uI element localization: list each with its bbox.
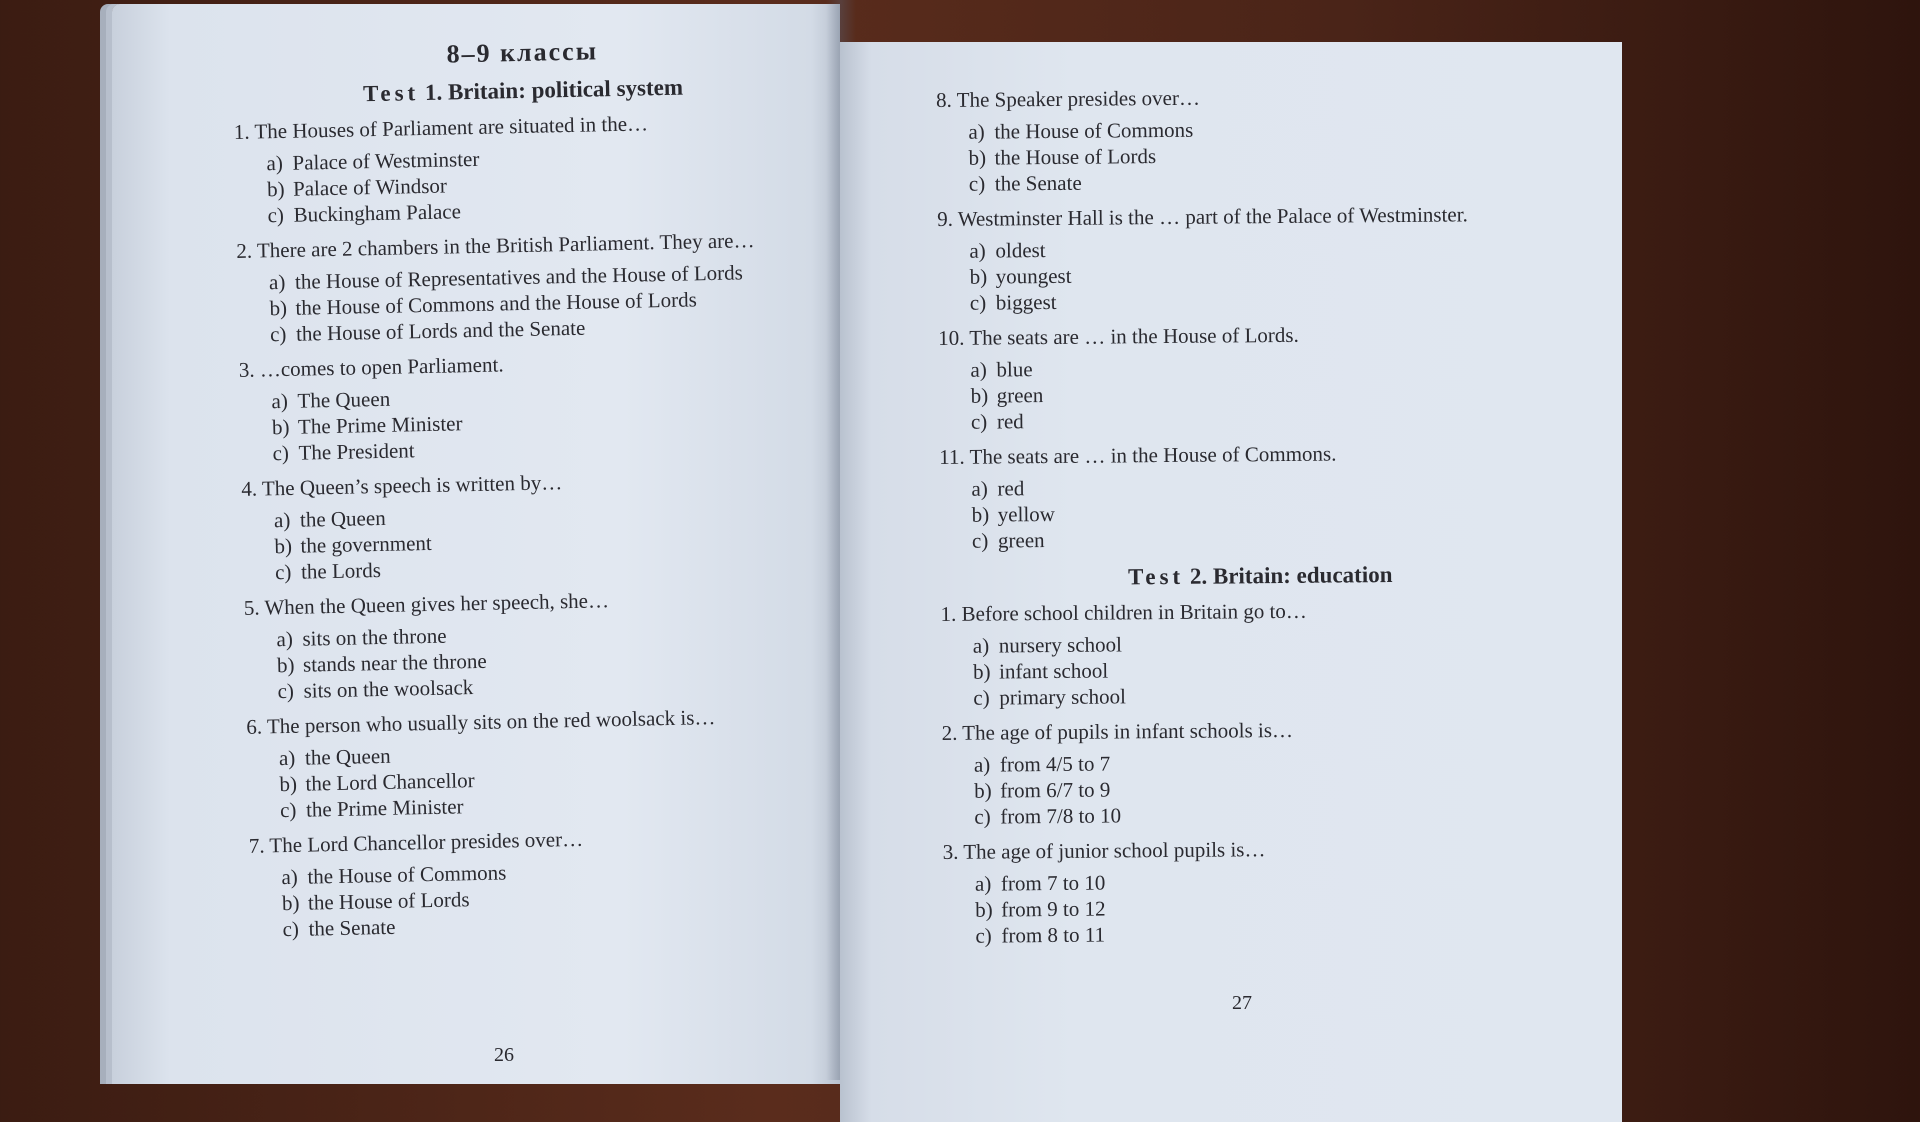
test1-continued-questions bbox=[936, 82, 1580, 554]
option-text: oldest bbox=[995, 238, 1046, 263]
test2-title: 2. Britain: education bbox=[1189, 562, 1393, 589]
option-list bbox=[941, 627, 1582, 711]
option-text: Palace of Windsor bbox=[292, 173, 448, 201]
option-text: from 7 to 10 bbox=[1000, 870, 1106, 896]
option-text: The President bbox=[298, 438, 415, 465]
option-item bbox=[969, 165, 1577, 196]
option-list bbox=[247, 734, 829, 824]
question-text: 3. …comes to open Parliament. bbox=[238, 352, 504, 382]
question-text: 5. When the Queen gives her speech, she… bbox=[243, 588, 610, 620]
option-letter: b) bbox=[975, 897, 993, 922]
option-letter: c) bbox=[267, 202, 285, 228]
question bbox=[940, 596, 1581, 711]
option-letter: a) bbox=[972, 633, 990, 658]
question-text: 9. Westminster Hall is the … part of the Palace of Westminster. bbox=[937, 202, 1468, 231]
option-letter: b) bbox=[271, 414, 290, 440]
test1-title: 1. Britain: political system bbox=[424, 74, 684, 105]
option-list bbox=[244, 615, 826, 705]
question bbox=[937, 201, 1578, 316]
option-item bbox=[975, 917, 1583, 948]
option-item bbox=[973, 679, 1581, 710]
option-text: red bbox=[996, 409, 1024, 434]
option-text: The Queen bbox=[297, 386, 391, 413]
option-text: blue bbox=[996, 357, 1033, 382]
page-number: 26 bbox=[494, 1044, 514, 1066]
option-text: yellow bbox=[997, 501, 1055, 527]
left-page bbox=[112, 4, 840, 1084]
option-letter: b) bbox=[972, 659, 991, 684]
question-text: 3. The age of junior school pupils is… bbox=[942, 837, 1266, 864]
question-text: 10. The seats are … in the House of Lords. bbox=[938, 322, 1299, 350]
test2-heading bbox=[940, 560, 1580, 592]
option-text: primary school bbox=[999, 684, 1126, 710]
question bbox=[244, 584, 826, 705]
option-text: the government bbox=[300, 530, 432, 558]
option-text: from 9 to 12 bbox=[1001, 896, 1106, 922]
option-letter: a) bbox=[969, 238, 986, 263]
option-text: infant school bbox=[998, 658, 1109, 684]
option-letter: c) bbox=[272, 440, 290, 466]
option-letter: a) bbox=[968, 119, 985, 144]
option-text: green bbox=[996, 383, 1044, 408]
option-letter: b) bbox=[281, 890, 300, 916]
option-text: Buckingham Palace bbox=[293, 199, 462, 227]
option-item bbox=[971, 403, 1579, 434]
option-letter: b) bbox=[971, 502, 990, 527]
option-letter: b) bbox=[266, 176, 285, 202]
option-letter: a) bbox=[973, 752, 991, 777]
question-text: 4. The Queen’s speech is written by… bbox=[241, 470, 563, 501]
option-item bbox=[974, 798, 1582, 829]
option-list bbox=[242, 496, 824, 586]
option-letter: a) bbox=[268, 269, 286, 295]
option-letter: c) bbox=[279, 797, 297, 823]
test2-section bbox=[940, 560, 1583, 949]
option-list bbox=[939, 470, 1580, 554]
option-text: sits on the throne bbox=[302, 623, 447, 651]
question bbox=[942, 715, 1583, 830]
test1-heading bbox=[233, 72, 813, 110]
option-letter: c) bbox=[274, 559, 292, 585]
right-page-content bbox=[936, 82, 1584, 959]
option-letter: a) bbox=[970, 357, 987, 382]
question bbox=[241, 465, 823, 586]
option-letter: a) bbox=[271, 388, 289, 414]
option-letter: c) bbox=[968, 171, 986, 196]
option-letter: a) bbox=[974, 871, 992, 896]
question bbox=[943, 834, 1584, 949]
option-letter: c) bbox=[269, 321, 287, 347]
option-letter: c) bbox=[277, 678, 295, 704]
option-letter: c) bbox=[282, 916, 300, 942]
option-letter: c) bbox=[971, 528, 989, 553]
option-text: from 8 to 11 bbox=[1001, 922, 1106, 948]
option-text: the House of Commons and the House of Lords bbox=[295, 287, 697, 320]
question-text: 2. The age of pupils in infant schools is… bbox=[941, 717, 1294, 745]
question-text: 6. The person who usually sits on the red woolsack is… bbox=[246, 705, 716, 739]
option-text: the Queen bbox=[304, 743, 391, 770]
option-text: stands near the throne bbox=[302, 648, 487, 677]
option-text: the House of Lords bbox=[307, 887, 470, 915]
option-text: youngest bbox=[995, 263, 1072, 289]
option-item bbox=[972, 522, 1580, 553]
option-text: The Prime Minister bbox=[297, 411, 463, 439]
option-letter: b) bbox=[968, 145, 987, 170]
option-text: red bbox=[997, 476, 1025, 501]
option-letter: c) bbox=[969, 290, 987, 315]
question-text: 8. The Speaker presides over… bbox=[936, 85, 1200, 112]
question bbox=[246, 703, 828, 824]
option-list bbox=[239, 377, 821, 467]
question bbox=[936, 82, 1577, 197]
option-letter: a) bbox=[278, 745, 296, 771]
option-letter: c) bbox=[973, 685, 990, 710]
option-list bbox=[938, 351, 1579, 435]
question-text: 7. The Lord Chancellor presides over… bbox=[248, 826, 584, 858]
option-list bbox=[942, 746, 1583, 830]
option-text: the Queen bbox=[299, 505, 386, 532]
option-letter: b) bbox=[269, 295, 288, 321]
option-letter: a) bbox=[266, 150, 284, 176]
option-letter: b) bbox=[970, 383, 989, 408]
right-page bbox=[840, 42, 1622, 1122]
test1-label: Test bbox=[362, 80, 420, 107]
option-text: the House of Lords and the Senate bbox=[295, 315, 586, 346]
option-text: the Senate bbox=[994, 170, 1082, 196]
option-text: biggest bbox=[995, 289, 1057, 315]
option-list bbox=[937, 232, 1578, 316]
option-list bbox=[234, 139, 816, 229]
question bbox=[234, 108, 816, 229]
option-letter: b) bbox=[279, 771, 298, 797]
option-letter: b) bbox=[974, 778, 992, 803]
option-letter: a) bbox=[281, 864, 299, 890]
option-text: Palace of Westminster bbox=[292, 146, 480, 175]
question bbox=[938, 320, 1579, 435]
option-text: the Lord Chancellor bbox=[305, 768, 475, 796]
question bbox=[249, 822, 831, 943]
option-text: the House of Commons bbox=[307, 860, 507, 889]
option-text: the House of Representatives and the House of Lords bbox=[294, 260, 744, 294]
option-letter: a) bbox=[971, 476, 988, 501]
grade-heading: 8–9 классы bbox=[446, 36, 599, 69]
option-list bbox=[943, 865, 1584, 949]
option-text: from 6/7 to 9 bbox=[1000, 777, 1111, 803]
option-letter: c) bbox=[975, 923, 992, 948]
option-letter: a) bbox=[276, 626, 294, 652]
option-item bbox=[970, 284, 1578, 315]
question bbox=[239, 346, 821, 467]
option-text: sits on the woolsack bbox=[303, 675, 474, 703]
option-text: the Lords bbox=[300, 557, 382, 584]
option-text: green bbox=[997, 528, 1045, 553]
option-text: the Senate bbox=[308, 914, 396, 941]
question-text: 1. Before school children in Britain go to… bbox=[940, 598, 1307, 626]
option-letter: b) bbox=[276, 652, 295, 678]
option-text: the House of Commons bbox=[994, 117, 1194, 144]
option-text: nursery school bbox=[998, 632, 1123, 658]
option-list bbox=[249, 853, 831, 943]
question bbox=[236, 227, 818, 348]
test2-label: Test bbox=[1127, 563, 1185, 590]
option-text: the Prime Minister bbox=[305, 794, 464, 822]
option-list bbox=[936, 113, 1577, 197]
option-text: from 4/5 to 7 bbox=[999, 751, 1111, 777]
option-letter: b) bbox=[969, 264, 988, 289]
option-list bbox=[237, 258, 819, 348]
question-text: 1. The Houses of Parliament are situated in the… bbox=[233, 111, 649, 144]
option-letter: b) bbox=[274, 533, 293, 559]
option-letter: c) bbox=[970, 409, 988, 434]
option-letter: c) bbox=[974, 804, 991, 829]
question-text: 11. The seats are … in the House of Commons. bbox=[939, 441, 1337, 469]
option-letter: a) bbox=[273, 507, 291, 533]
question bbox=[939, 439, 1580, 554]
test1-questions bbox=[234, 108, 831, 943]
question-text: 2. There are 2 chambers in the British Parliament. They are… bbox=[236, 228, 755, 263]
page-number: 27 bbox=[1232, 992, 1252, 1014]
option-text: the House of Lords bbox=[994, 144, 1157, 170]
left-page-content bbox=[232, 32, 831, 953]
option-text: from 7/8 to 10 bbox=[1000, 803, 1122, 829]
